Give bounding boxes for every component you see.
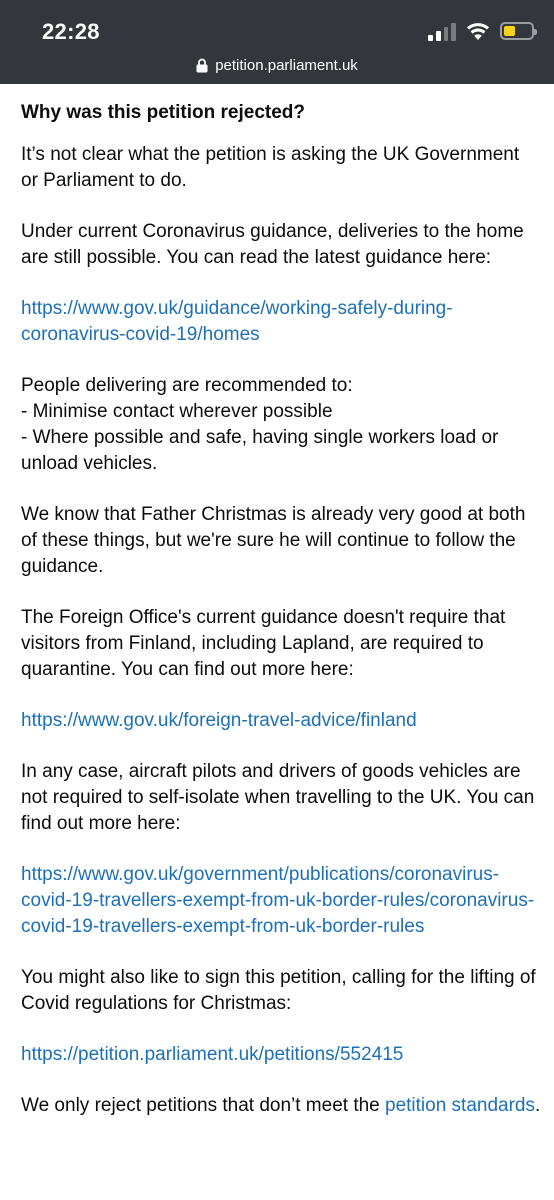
standards-period: . xyxy=(535,1095,541,1116)
paragraph-pilots: In any case, aircraft pilots and drivers of goods vehicles are not required to self-isolate when travelling to the UK. You can find out more here: xyxy=(21,761,535,834)
exempt-link-paragraph xyxy=(21,862,541,940)
status-time: 22:28 xyxy=(42,19,100,44)
travellers-exempt-link[interactable]: https://www.gov.uk/government/publications/coronavirus-covid-19-travellers-exempt-from-uk-border-rules/coronavirus-covid-19-travellers-exempt-from-uk-border-rules xyxy=(21,864,535,937)
url-bar[interactable] xyxy=(0,52,554,78)
lock-icon xyxy=(196,58,208,73)
paragraph-recommendations: People delivering are recommended to: - Minimise contact wherever possible - Where possible and safe, having single workers load or unload vehicles. xyxy=(21,375,499,474)
paragraph-deliveries: Under current Coronavirus guidance, deliveries to the home are still possible. You can read the latest guidance here: xyxy=(21,221,524,268)
status-icons xyxy=(428,20,534,42)
petition-link-paragraph xyxy=(21,1042,541,1068)
finland-link-paragraph xyxy=(21,708,541,734)
signal-icon xyxy=(428,21,456,41)
battery-level xyxy=(504,26,515,36)
status-bar xyxy=(0,0,554,56)
petition-552415-link[interactable]: https://petition.parliament.uk/petitions/552415 xyxy=(21,1044,404,1065)
guidance-homes-link[interactable]: https://www.gov.uk/guidance/working-safely-during-coronavirus-covid-19/homes xyxy=(21,298,453,345)
browser-chrome xyxy=(0,0,554,84)
paragraph-foreign-office: The Foreign Office's current guidance doesn't require that visitors from Finland, including Lapland, are required to quarantine. You can find out more here: xyxy=(21,607,506,680)
paragraph-unclear: It’s not clear what the petition is asking the UK Government or Parliament to do. xyxy=(21,144,520,191)
paragraph-standards xyxy=(21,1093,541,1119)
battery-icon xyxy=(500,22,534,40)
rejection-content xyxy=(21,100,541,1144)
url-text[interactable]: petition.parliament.uk xyxy=(215,56,358,74)
paragraph-sign-petition: You might also like to sign this petition, calling for the lifting of Covid regulations for Christmas: xyxy=(21,967,536,1014)
wifi-icon xyxy=(465,21,491,41)
petition-standards-link[interactable]: petition standards xyxy=(385,1095,536,1116)
standards-text: We only reject petitions that don’t meet the xyxy=(21,1095,386,1116)
finland-travel-link[interactable]: https://www.gov.uk/foreign-travel-advice/finland xyxy=(21,710,417,731)
page-heading: Why was this petition rejected? xyxy=(21,102,305,123)
paragraph-father-christmas: We know that Father Christmas is already very good at both of these things, but we're sure he will continue to follow the guidance. xyxy=(21,504,526,577)
guidance-link-paragraph xyxy=(21,296,541,348)
